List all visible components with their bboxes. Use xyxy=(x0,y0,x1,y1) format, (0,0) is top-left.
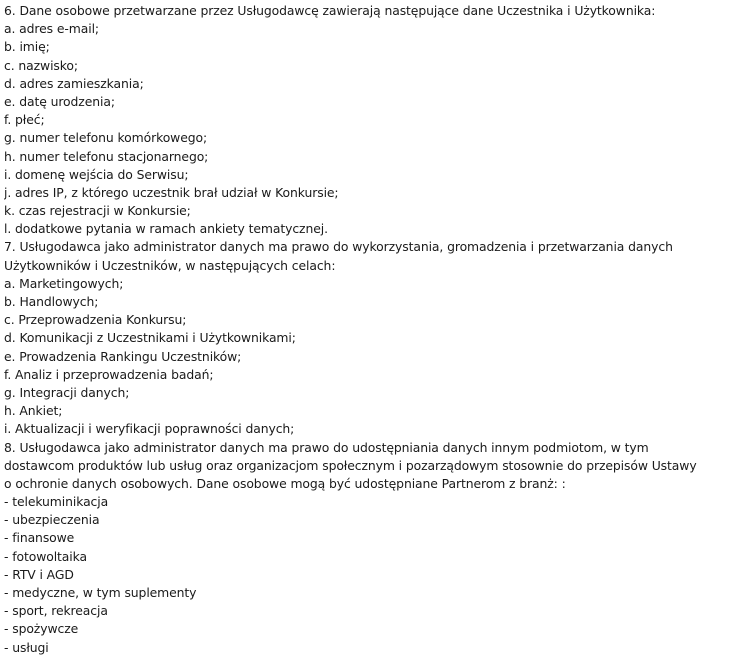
list-item: - fotowoltaika xyxy=(4,548,87,564)
list-item: d. Komunikacji z Uczestnikami i Użytkownikami; xyxy=(4,330,296,346)
list-item: h. Ankiet; xyxy=(4,403,63,419)
list-item: - ubezpieczenia xyxy=(4,512,100,528)
list-item: e. Prowadzenia Rankingu Uczestników; xyxy=(4,348,242,364)
list-item: e. datę urodzenia; xyxy=(4,93,115,109)
list-item: - sport, rekreacja xyxy=(4,603,108,619)
list-item: c. Przeprowadzenia Konkursu; xyxy=(4,312,187,328)
list-item: - finansowe xyxy=(4,530,75,546)
list-item: l. dodatkowe pytania w ramach ankiety tematycznej. xyxy=(4,221,328,237)
list-item: c. nazwisko; xyxy=(4,57,78,73)
section-6-heading: 6. Dane osobowe przetwarzane przez Usługodawcę zawierają następujące dane Uczestnika i Użytkownika: xyxy=(4,3,656,18)
list-item: g. numer telefonu komórkowego; xyxy=(4,130,208,146)
list-item: g. Integracji danych; xyxy=(4,384,130,400)
list-item: - medyczne, w tym suplementy xyxy=(4,585,197,600)
list-item: k. czas rejestracji w Konkursie; xyxy=(4,203,191,219)
list-item: i. domenę wejścia do Serwisu; xyxy=(4,166,189,182)
section-8-heading: 8. Usługodawca jako administrator danych ma prawo do udostępniania danych innym podmiotom, w tym xyxy=(4,439,649,455)
list-item: f. płeć; xyxy=(4,112,45,128)
section-7-heading-cont: Użytkowników i Uczestników, w następujących celach: xyxy=(4,257,336,273)
section-7-heading: 7. Usługodawca jako administrator danych ma prawo do wykorzystania, gromadzenia i przetwarzania danych xyxy=(4,239,673,255)
list-item: j. adres IP, z którego uczestnik brał udział w Konkursie; xyxy=(4,184,339,200)
list-item: i. Aktualizacji i weryfikacji poprawności danych; xyxy=(4,421,295,437)
list-item: - telekuminikacja xyxy=(4,494,109,510)
list-item: - RTV i AGD xyxy=(4,566,74,582)
list-item: a. adres e-mail; xyxy=(4,21,99,37)
section-8-heading-cont: dostawcom produktów lub usług oraz organizacjom społecznym i pozarządowym stosownie do przepisów Ustawy xyxy=(4,457,697,473)
list-item: b. Handlowych; xyxy=(4,294,99,309)
list-item: d. adres zamieszkania; xyxy=(4,75,144,91)
list-item: b. imię; xyxy=(4,39,50,55)
list-item: - usługi xyxy=(4,639,49,655)
list-item: h. numer telefonu stacjonarnego; xyxy=(4,148,209,164)
list-item: - spożywcze xyxy=(4,621,79,637)
section-8-heading-cont: o ochronie danych osobowych. Dane osobowe mogą być udostępniane Partnerom z branż: : xyxy=(4,475,566,491)
list-item: a. Marketingowych; xyxy=(4,275,124,291)
list-item: f. Analiz i przeprowadzenia badań; xyxy=(4,366,214,382)
